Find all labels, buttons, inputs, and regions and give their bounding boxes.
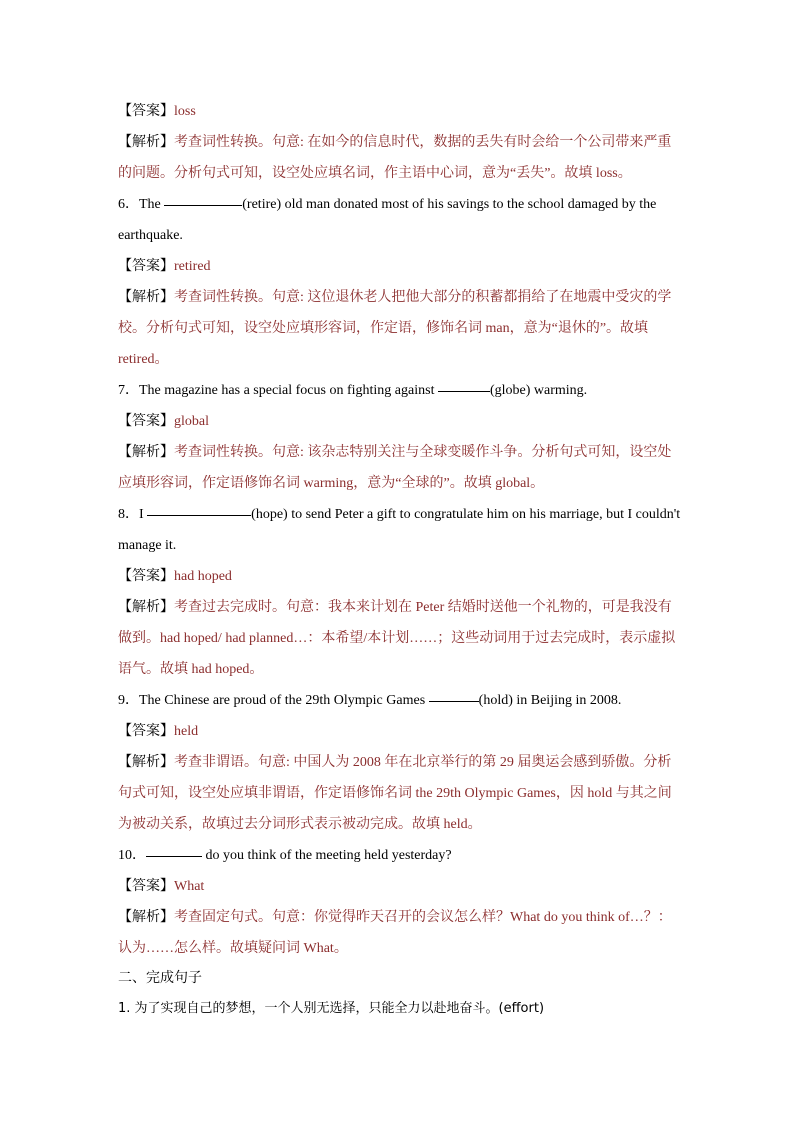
- answer-line: [118, 561, 678, 592]
- analysis-tag: 【解析】: [118, 755, 174, 770]
- analysis-line: [118, 282, 678, 313]
- question-text-pre: The: [139, 197, 165, 212]
- analysis-line: [118, 902, 678, 933]
- answer-blank[interactable]: [164, 204, 242, 206]
- analysis-tag: 【解析】: [118, 910, 174, 925]
- analysis-text: 语气。故填 had hoped。: [118, 662, 264, 677]
- analysis-text: 校。分析句式可知，设空处应填形容词，作定语，修饰名词 man，意为“退休的”。故填: [118, 321, 649, 336]
- question-line: [118, 685, 678, 716]
- question-line: [118, 189, 678, 220]
- analysis-line: [118, 468, 678, 499]
- answer-line: [118, 871, 678, 902]
- question-line-cont: [118, 530, 678, 561]
- analysis-line: [118, 127, 678, 158]
- analysis-text: 的问题。分析句式可知，设空处应填名词，作主语中心词，意为“丢失”。故填 loss。: [118, 166, 632, 181]
- analysis-text: 应填形容词，作定语修饰名词 warming，意为“全球的”。故填 global。: [118, 476, 545, 491]
- analysis-text: 考查过去完成时。句意：我本来计划在 Peter 结婚时送他一个礼物的，可是我没有: [174, 600, 672, 615]
- question-text-hint: (retire) old man donated most of his savings to the school damaged by the: [242, 197, 657, 212]
- analysis-text: 考查非谓语。句意: 中国人为 2008 年在北京举行的第 29 届奥运会感到骄傲。分析: [174, 755, 672, 770]
- analysis-line: [118, 933, 678, 964]
- analysis-line: [118, 778, 678, 809]
- question-line: [118, 840, 678, 871]
- answer-value: global: [174, 414, 209, 429]
- question-line-cont: [118, 220, 678, 251]
- question-text-hint: (globe) warming.: [489, 383, 588, 398]
- question-number: 9．: [118, 693, 139, 708]
- question-text-cont: manage it.: [118, 538, 177, 553]
- section-title: 二、完成句子: [118, 971, 202, 986]
- analysis-line: [118, 437, 678, 468]
- question-number: 7．: [118, 383, 139, 398]
- question-text-pre: I: [139, 507, 148, 522]
- answer-tag: 【答案】: [118, 724, 174, 739]
- question-line: [118, 499, 681, 530]
- analysis-tag: 【解析】: [118, 600, 174, 615]
- analysis-tag: 【解析】: [118, 290, 174, 305]
- analysis-line: [118, 313, 678, 344]
- answer-line: [118, 406, 678, 437]
- answer-blank[interactable]: [147, 514, 251, 516]
- answer-blank[interactable]: [146, 855, 202, 857]
- answer-tag: 【答案】: [118, 879, 174, 894]
- analysis-line: [118, 809, 678, 840]
- question-text-pre: The magazine has a special focus on fighting against: [139, 383, 438, 398]
- answer-value: held: [174, 724, 199, 739]
- question-text-hint: (hope) to send Peter a gift to congratulate him on his marriage, but I couldn't: [251, 507, 681, 522]
- answer-value: had hoped: [174, 569, 232, 584]
- analysis-line: [118, 344, 678, 375]
- analysis-text: 考查词性转换。句意: 在如今的信息时代，数据的丢失有时会给一个公司带来严重: [174, 135, 672, 150]
- analysis-text: 考查固定句式。句意：你觉得昨天召开的会议怎么样？What do you think of…？：: [174, 910, 672, 925]
- answer-blank[interactable]: [429, 700, 479, 702]
- analysis-text: 考查词性转换。句意: 这位退休老人把他大部分的积蓄都捐给了在地震中受灾的学: [174, 290, 672, 305]
- question-line: [118, 375, 678, 406]
- question-line: 1. 为了实现自己的梦想，一个人别无选择，只能全力以赴地奋斗。(effort): [118, 1001, 545, 1016]
- analysis-tag: 【解析】: [118, 135, 174, 150]
- analysis-line: [118, 158, 678, 189]
- analysis-text: 做到。had hoped/ had planned…：本希望/本计划……；这些动词用于过去完成时，表示虚拟: [118, 631, 676, 646]
- question-number: 10．: [118, 848, 146, 863]
- answer-tag: 【答案】: [118, 569, 174, 584]
- question-number: 8．: [118, 507, 139, 522]
- answer-line: [118, 251, 678, 282]
- question-text-pre: The Chinese are proud of the 29th Olympic Games: [139, 693, 429, 708]
- answer-value: What: [174, 879, 205, 894]
- document-body: [118, 96, 681, 1026]
- question-text-hint: do you think of the meeting held yesterday?: [202, 848, 452, 863]
- analysis-line: [118, 747, 678, 778]
- answer-line: [118, 716, 678, 747]
- answer-tag: 【答案】: [118, 104, 174, 119]
- question-text-hint: (hold) in Beijing in 2008.: [478, 693, 622, 708]
- analysis-text: 认为……怎么样。故填疑问词 What。: [118, 941, 348, 956]
- analysis-line: [118, 623, 678, 654]
- answer-tag: 【答案】: [118, 414, 174, 429]
- answer-blank[interactable]: [438, 390, 490, 392]
- answer-value: loss: [174, 104, 196, 119]
- analysis-line: [118, 592, 678, 623]
- analysis-text: 句式可知，设空处应填非谓语，作定语修饰名词 the 29th Olympic Games，因 hold 与其之间: [118, 786, 672, 801]
- analysis-tag: 【解析】: [118, 445, 174, 460]
- answer-line: [118, 96, 678, 127]
- question-number: 6．: [118, 197, 139, 212]
- analysis-line: [118, 654, 678, 685]
- question-text-cont: earthquake.: [118, 228, 183, 243]
- analysis-text: retired。: [118, 352, 169, 367]
- analysis-text: 为被动关系，故填过去分词形式表示被动完成。故填 held。: [118, 817, 482, 832]
- analysis-text: 考查词性转换。句意: 该杂志特别关注与全球变暖作斗争。分析句式可知，设空处: [174, 445, 672, 460]
- answer-tag: 【答案】: [118, 259, 174, 274]
- answer-value: retired: [174, 259, 211, 274]
